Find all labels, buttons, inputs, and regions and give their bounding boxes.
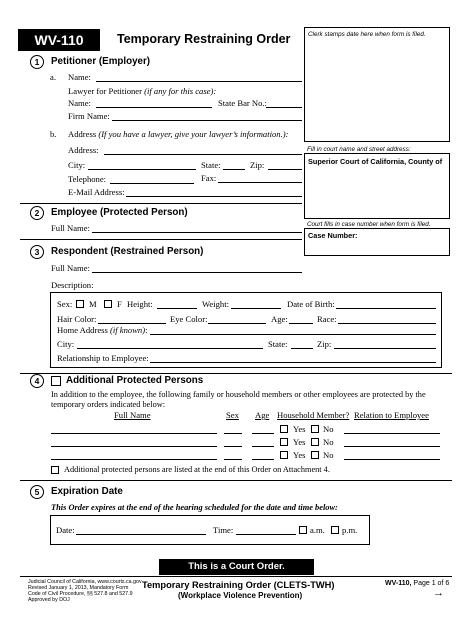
pm-checkbox[interactable] <box>331 526 339 534</box>
relationship-field[interactable] <box>150 362 436 363</box>
section-3-number: 3 <box>30 245 44 259</box>
person-1-no-label: No <box>323 424 334 434</box>
person-3-name-field[interactable] <box>51 459 217 460</box>
address-header <box>68 129 288 139</box>
form-title: Temporary Restraining Order <box>117 32 291 46</box>
footer-left-2: Revised January 1, 2013, Mandatory Form <box>28 585 129 591</box>
zip-label: Zip: <box>250 160 265 170</box>
section-4-intro-1: In addition to the employee, the following family or household members or other employees are protected by the <box>51 390 426 399</box>
item-b-label: b. <box>50 129 57 139</box>
footer-left-1: Judicial Council of California, www.courts.ca.gov <box>28 579 142 585</box>
employee-name-label: Full Name: <box>51 223 90 233</box>
sex-f-label: F <box>117 299 122 309</box>
am-checkbox[interactable] <box>299 526 307 534</box>
eye-field[interactable] <box>208 323 266 324</box>
relationship-label: Relationship to Employee: <box>57 353 149 363</box>
weight-field[interactable] <box>231 308 281 309</box>
sex-label: Sex: <box>57 299 73 309</box>
time-field[interactable] <box>236 534 296 535</box>
respondent-city-label: City: <box>57 339 75 349</box>
footer-subtitle: (Workplace Violence Prevention) <box>178 591 303 600</box>
expiration-statement: This Order expires at the end of the hearing scheduled for the date and time below: <box>51 503 338 512</box>
height-field[interactable] <box>157 308 197 309</box>
state-field[interactable] <box>223 169 245 170</box>
home-address-label: Home Address <box>57 325 108 335</box>
lawyer-label-row <box>68 86 216 96</box>
court-order-banner: This is a Court Order. <box>159 559 314 575</box>
person-2-age-field[interactable] <box>252 446 274 447</box>
weight-label: Weight: <box>202 299 229 309</box>
form-id-badge: WV-110 <box>18 29 100 51</box>
home-address-label-row <box>57 325 147 335</box>
person-3-yes-checkbox[interactable] <box>280 451 288 459</box>
section-4-number: 4 <box>30 374 44 388</box>
section-4-intro-2: temporary orders indicated below: <box>51 400 166 409</box>
person-1-sex-field[interactable] <box>224 433 242 434</box>
case-number-label: Case Number: <box>308 231 358 240</box>
race-field[interactable] <box>338 323 436 324</box>
divider-1 <box>20 203 302 204</box>
email-field[interactable] <box>126 196 302 197</box>
footer-page-number: Page 1 of 6 <box>413 580 450 587</box>
court-note: Fill in court name and street address: <box>307 146 411 153</box>
col-relation: Relation to Employee <box>354 410 429 420</box>
person-2-yes-checkbox[interactable] <box>280 438 288 446</box>
state-bar-label: State Bar No.: <box>218 98 267 108</box>
next-page-arrow-icon[interactable]: → <box>433 587 444 599</box>
height-label: Height: <box>127 299 153 309</box>
lawyer-name-field[interactable] <box>96 107 212 108</box>
person-3-relation-field[interactable] <box>344 459 440 460</box>
petitioner-name-label: Name: <box>68 72 91 82</box>
person-3-no-label: No <box>323 450 334 460</box>
telephone-field[interactable] <box>110 183 194 184</box>
telephone-label: Telephone: <box>68 174 107 184</box>
respondent-city-field[interactable] <box>77 348 263 349</box>
section-1-title: Petitioner (Employer) <box>51 56 151 67</box>
state-bar-field[interactable] <box>266 107 302 108</box>
person-2-relation-field[interactable] <box>344 446 440 447</box>
person-3-sex-field[interactable] <box>224 459 242 460</box>
dob-label: Date of Birth: <box>287 299 335 309</box>
footer-divider <box>20 576 452 577</box>
person-2-no-label: No <box>323 437 334 447</box>
clerk-stamp-box <box>304 27 450 142</box>
age-field[interactable] <box>289 323 313 324</box>
person-2-sex-field[interactable] <box>224 446 242 447</box>
address-header-label: Address <box>68 129 97 139</box>
address-header-note: (If you have a lawyer, give your lawyer’s information.): <box>98 129 289 139</box>
item-a-label: a. <box>50 72 56 82</box>
home-address-note: (if known) <box>110 325 146 335</box>
am-label: a.m. <box>310 525 325 535</box>
footer-page-info <box>385 580 449 587</box>
footer-left-3: Code of Civil Procedure, §§ 527.8 and 527.9 <box>28 591 133 597</box>
person-3-age-field[interactable] <box>252 459 274 460</box>
person-1-yes-checkbox[interactable] <box>280 425 288 433</box>
city-label: City: <box>68 160 86 170</box>
col-household: Household Member? <box>277 410 350 420</box>
case-note: Court fills in case number when form is filed. <box>307 221 431 228</box>
race-label: Race: <box>317 314 337 324</box>
section-5-title: Expiration Date <box>51 486 123 497</box>
divider-4 <box>20 480 452 481</box>
city-field[interactable] <box>88 169 196 170</box>
petitioner-name-field[interactable] <box>96 81 302 82</box>
description-label: Description: <box>51 280 94 290</box>
fax-label: Fax: <box>201 173 217 183</box>
date-label: Date: <box>56 525 75 535</box>
col-full-name: Full Name <box>114 410 151 420</box>
footer-title: Temporary Restraining Order (CLETS-TWH) <box>142 580 335 590</box>
sex-f-checkbox[interactable] <box>104 300 112 308</box>
section-2-number: 2 <box>30 206 44 220</box>
address-field[interactable] <box>104 154 302 155</box>
home-address-field[interactable] <box>150 334 436 335</box>
respondent-name-field[interactable] <box>92 272 302 273</box>
person-1-yes-label: Yes <box>293 424 306 434</box>
footer-left-4: Approved by DOJ <box>28 597 70 603</box>
section-5-number: 5 <box>30 485 44 499</box>
attachment-text: Additional protected persons are listed at the end of this Order on Attachment 4. <box>64 465 330 474</box>
employee-name-field[interactable] <box>92 232 302 233</box>
clerk-note: Clerk stamps date here when form is filed. <box>308 31 426 38</box>
dob-field[interactable] <box>336 308 436 309</box>
divider-3 <box>20 373 452 374</box>
person-1-name-field[interactable] <box>51 433 217 434</box>
respondent-state-label: State: <box>268 339 288 349</box>
section-3-title: Respondent (Restrained Person) <box>51 246 204 257</box>
lawyer-name-label: Name: <box>68 98 91 108</box>
divider-2 <box>20 239 302 240</box>
address-label: Address: <box>68 145 99 155</box>
section-4-title: Additional Protected Persons <box>66 375 204 386</box>
home-address-colon: : <box>145 325 148 335</box>
section-2-title: Employee (Protected Person) <box>51 207 188 218</box>
eye-label: Eye Color: <box>170 314 208 324</box>
age-label: Age: <box>271 314 288 324</box>
pm-label: p.m. <box>342 525 358 535</box>
col-age: Age <box>255 410 270 420</box>
attachment-checkbox[interactable] <box>51 466 59 474</box>
sex-m-checkbox[interactable] <box>76 300 84 308</box>
col-sex: Sex <box>226 410 239 420</box>
respondent-state-field[interactable] <box>291 348 313 349</box>
footer-form-id: WV-110, <box>385 580 412 587</box>
firm-name-field[interactable] <box>112 120 302 121</box>
respondent-name-label: Full Name: <box>51 263 90 273</box>
person-2-yes-label: Yes <box>293 437 306 447</box>
person-2-no-checkbox[interactable] <box>311 438 319 446</box>
lawyer-label: Lawyer for Petitioner <box>68 86 142 96</box>
respondent-zip-field[interactable] <box>334 348 436 349</box>
person-3-yes-label: Yes <box>293 450 306 460</box>
respondent-zip-label: Zip: <box>317 339 332 349</box>
state-label: State: <box>201 160 221 170</box>
court-name: Superior Court of California, County of <box>308 157 443 166</box>
person-1-age-field[interactable] <box>252 433 274 434</box>
hair-label: Hair Color: <box>57 314 97 324</box>
person-2-name-field[interactable] <box>51 446 217 447</box>
section-4-checkbox[interactable] <box>51 376 61 386</box>
hair-field[interactable] <box>98 323 166 324</box>
zip-field[interactable] <box>268 169 302 170</box>
section-1-number: 1 <box>30 55 44 69</box>
person-3-no-checkbox[interactable] <box>311 451 319 459</box>
email-label: E-Mail Address: <box>68 187 125 197</box>
person-1-relation-field[interactable] <box>344 433 440 434</box>
fax-field[interactable] <box>218 182 302 183</box>
person-1-no-checkbox[interactable] <box>311 425 319 433</box>
date-field[interactable] <box>76 534 206 535</box>
lawyer-note: (if any for this case): <box>144 86 217 96</box>
sex-m-label: M <box>89 299 97 309</box>
firm-name-label: Firm Name: <box>68 111 110 121</box>
time-label: Time: <box>213 525 234 535</box>
